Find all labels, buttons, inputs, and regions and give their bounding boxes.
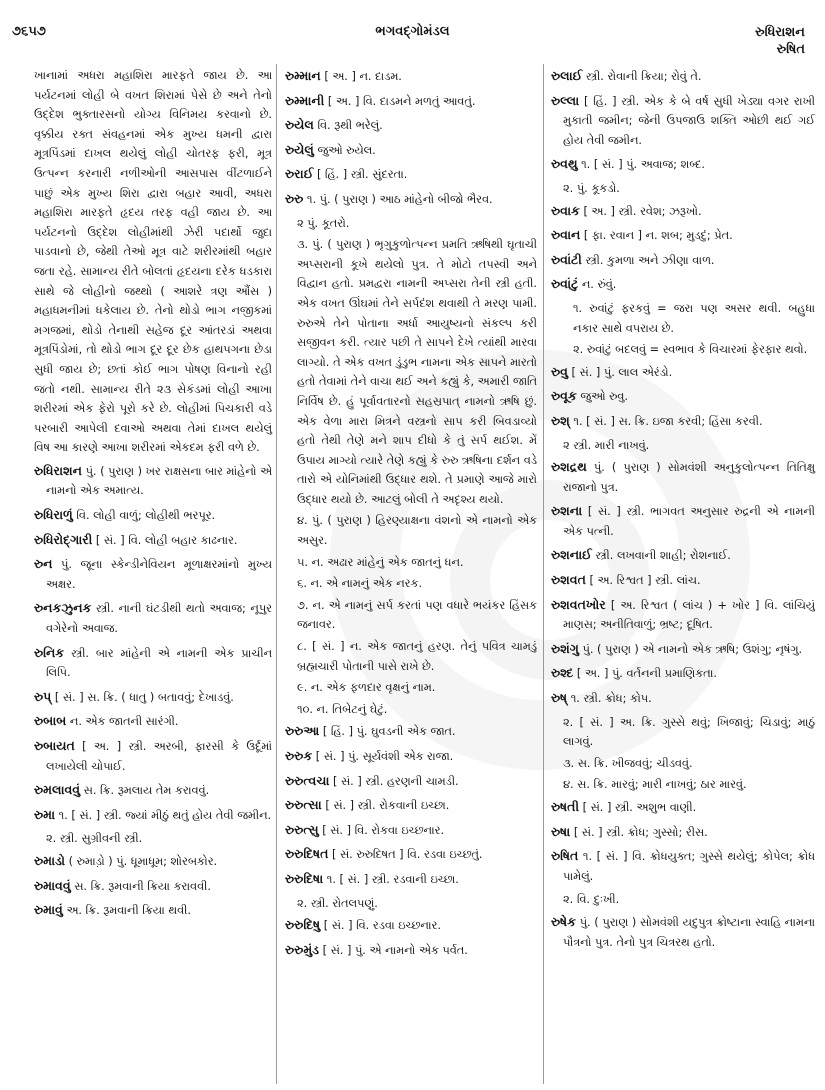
definition: [ સં. ] વિ. રોકવા ઇચ્છનાર.: [322, 823, 445, 837]
dictionary-entry: [285, 869, 537, 890]
sub-sense: ૧૦. ન. તિબેટનું ઘેટું.: [297, 702, 388, 716]
definition: ૧. [ સં. ] સ. ક્રિ. ઇજા કરવી; હિંસા કરવી.: [573, 414, 763, 428]
headword: રુમલાવવું: [34, 782, 81, 798]
definition: [ સં. ] પું. સૂર્યવંશી એક રાજા.: [315, 750, 454, 763]
dictionary-entry: [34, 900, 272, 921]
headword: રુશવતખોર: [551, 596, 606, 612]
definition: પું. ( પુરાણ ) સોમવંશી યદુપુત્ર ક્રોષ્ટાના સ્વાહિ નામના પૌત્રનો પુત્ર. તેનો પુત્ર ચિત્રરથ હતો.: [563, 915, 816, 949]
headword: રુપ્: [34, 688, 52, 704]
sub-sense: ૭. ન. એ નામનું સર્પ કરતાં પણ વધારે ભયંકર હિંસક જનાવર.: [297, 598, 537, 632]
dictionary-entry: [551, 91, 815, 151]
definition: ન. રુંવું.: [581, 278, 617, 292]
dictionary-entry: [551, 688, 815, 709]
definition: [ હિં. ] પું. ઘુવડની એક જાત.: [322, 725, 456, 739]
headword: રુમાવવું: [34, 877, 71, 893]
headword: રુષા: [551, 823, 571, 839]
headword: રુશનાઈ: [551, 547, 592, 563]
dictionary-entry: [285, 66, 537, 87]
definition: [ સં. ] વિ. લોહી બહાર કાઢનાર.: [95, 533, 238, 547]
headword: રુશ્: [551, 412, 570, 428]
definition: ૧. પું. ( પુરાણ ) આઠ માંહેનો બીજો ભૈરવ.: [306, 192, 493, 206]
sub-sense: ૯. ન. એક ફળદાર વૃક્ષનું નામ.: [297, 681, 436, 695]
headword: રુબાયત: [34, 738, 75, 753]
dictionary-entry: [34, 805, 272, 826]
definition: સ્ત્રી. નાની ઘંટડીથી થતો અવાજ; નૂપુર વગેરેનો અવાજ.: [46, 602, 272, 636]
headword: રુવાક: [551, 202, 580, 218]
definition: જુઓ રુવુ.: [580, 390, 628, 404]
headword: રુવાંટી: [551, 251, 582, 267]
sub-sense: ૨. સ્ત્રી. સુગ્રીવની સ્ત્રી.: [46, 832, 143, 846]
headword: રુષેક: [551, 913, 576, 929]
sub-sense: ૪. પું. ( પુરાણ ) હિરણ્યાક્ષના વંશનો એ નામનો એક અસુર.: [297, 514, 537, 548]
definition: સ. ક્રિ. રૂમલાય તેમ કરાવવું.: [83, 784, 210, 798]
headword: રુરુત્સા: [285, 797, 322, 813]
definition: ૧. [ સં. ] સ્ત્રી. જ્યાં મીઠું થતું હોય તેવી જમીન.: [58, 808, 272, 822]
sub-sense: ૮. [ સં. ] ન. એક જાતનું હરણ. તેનું પવિત્ર ચામડું બ્રહ્મચારી પોતાની પાસે રાખે છે.: [297, 640, 537, 673]
definition: [ સં. ] વિ. રડવા ઇચ્છનાર.: [323, 919, 441, 933]
dictionary-entry: [285, 771, 537, 792]
sub-sense: ૨. પું. કૂકડો.: [563, 181, 620, 195]
definition: ૧. [ સં. ] વિ. ક્રોધયુક્ત; ગુસ્સે થયેલું; કોપેલ; ક્રોધ પામેલું.: [563, 850, 815, 883]
dictionary-entry: [285, 91, 537, 112]
dictionary-entry: [551, 639, 815, 660]
headword: રુધિરાશન: [34, 462, 82, 478]
headword: રુરુ: [285, 190, 304, 206]
definition: [ સં. ] સ્ત્રી. ભાગવત અનુસાર રુદ્રની એ નામની એક પત્ની.: [563, 505, 815, 538]
definition: [ હિં. ] સ્ત્રી. એક કે બે વર્ષ સુધી ખેડ્યા વગર રાખી મુકાતી જમીન; જેની ઉપજાઉ શક્તિ ઓછી થઈ ગઈ હોય તેવી જમીન.: [563, 94, 815, 147]
idiom-sense: ૨. રુવાંટું બદલવું = સ્વભાવ કે વિચારમાં ફેરફાર થવો.: [573, 343, 808, 357]
headword: રુરાઈ: [285, 166, 314, 182]
sub-sense: ૨. વિ. દુઃખી.: [563, 893, 620, 907]
headword: રુરુમુંડ: [285, 941, 320, 957]
definition: [ અ. ] સ્ત્રી. અરબી, ફારસી કે ઉર્દૂમાં લખાયેલી ચોપાઈ.: [46, 740, 273, 773]
headword: રુરુત્વચા: [285, 772, 330, 788]
sub-sense: ૬. ન. એ નામનું એક નરક.: [297, 577, 423, 591]
definition: અ. ક્રિ. રૂમવાની ક્રિયા થવી.: [66, 904, 191, 918]
definition: પું. ( પુરાણ ) ખર રાક્ષસના બાર માંહેનો એ નામનો એક અમાત્ય.: [46, 464, 272, 498]
definition: [ સં. ] સ્ત્રી. રોકવાની ઇચ્છા.: [325, 799, 450, 813]
dictionary-entry: [34, 711, 272, 732]
headword: રુવુ: [551, 363, 568, 379]
dictionary-entry: [551, 225, 815, 246]
definition: [ અ. રિશ્વત ( લાંચ ) + ખોર ] વિ. લાંચિયું માણસ; અનીતિવાળું; ભ્રષ્ટ; દૂષિત.: [563, 598, 816, 632]
definition: [ સં. ] સ્ત્રી. અશુભ વાણી.: [582, 801, 697, 814]
definition: સ્ત્રી. બાર માંહેની એ નામની એક પ્રાચીન લિપિ.: [46, 646, 272, 680]
dictionary-entry: [551, 411, 815, 432]
dictionary-entry: [551, 570, 815, 591]
definition: [ અ. રિશ્વત ] સ્ત્રી. લાંચ.: [589, 574, 701, 588]
definition: [ સં. ] સ. ક્રિ. ( ધાતુ ) બતાવવું; દેખાડવું.: [54, 690, 234, 704]
dictionary-entry: [551, 362, 815, 383]
headword: રુયેલું: [285, 141, 314, 157]
headword: રુશંગુ: [551, 640, 579, 656]
dictionary-entry: [551, 545, 815, 566]
headword: રુધિરાળું: [34, 507, 73, 523]
sub-sense: ૪. સ. ક્રિ. મારવું; મારી નાખવું; ઠાર મારવું.: [563, 778, 747, 792]
headword: રુષતી: [551, 799, 580, 814]
column-3: [551, 66, 815, 956]
dictionary-entry: [551, 386, 815, 407]
dictionary-entry: [551, 201, 815, 222]
headword: રુરુદિષુ: [285, 917, 321, 933]
page-number: ૭૬૫૭: [12, 24, 46, 39]
sub-sense: ૫. ન. અઢાર માંહેનું એક જાતનું ધન.: [297, 555, 464, 569]
headword: રુવૂક: [551, 388, 577, 404]
page-header: [0, 18, 825, 68]
definition: સ્ત્રી. લખવાની શાહી; રોશનાઈ.: [595, 549, 731, 563]
dictionary-entry: [285, 189, 537, 210]
definition: વિ. લોહી વાળું; લોહીથી ભરપૂર.: [76, 509, 216, 523]
sub-sense: ૨. [ સં. ] અ. ક્રિ. ગુસ્સે થવું; ખિજાવું; ચિડાવું; માઠું લાગવું.: [563, 715, 815, 749]
sub-sense: ૩. સ. ક્રિ. ખીજવવું; ચીડવવું.: [563, 756, 693, 770]
headword: રુશ્દ: [551, 665, 574, 681]
dictionary-entry: [551, 797, 815, 818]
dictionary-entry: [551, 274, 815, 295]
sub-sense: ૨. સ્ત્રી. રોતલપણું.: [297, 896, 378, 910]
dictionary-entry: [551, 501, 815, 541]
column-1: [34, 66, 272, 925]
sub-sense: ૩. પું. ( પુરાણ ) ભૃગુકુળોત્પન્ન પ્રમતિ ઋષિથી ઘૃતાચી અપ્સરાની કૂખે થયેલો પુત્ર. તે મોટો તપસ્વી અને વિદ્વાન હતો. પ્રમદ્વરા નામની અપ્સરા તેની સ્ત્રી હતી. એક વખત ઊંઘમાં તેને સર્પદંશ થવાથી તે મરણ પામી. રુરુએ તેને પોતાના અર્ધા આયુષ્યનો સંકલ્પ કરી સજીવન કરી. ત્યાર પછી તે સાપને દેખે ત્યાંથી મારવા લાગ્યો. તે એક વખત ડુંડુભ નામના એક સાપને મારતો હતો તેવામાં તેને વાચા થઈ અને કહ્યું કે, અમારી જાતિ નિર્વિષ છે. હું પૂર્વાવતારનો સહસ્રપાત્ નામનો ઋષિ છું. એક વેળા મારા મિત્રને વસ્ત્રનો સાપ કરી બિવડાવ્યો હતો તેથી તેણે મને શાપ દીધો કે તું સર્પ થઈશ. મેં ઉપાય માગ્યો ત્યારે તેણે કહ્યું કે રુરુ ઋષિના દર્શન વડે તારો એ યોનિમાંથી ઉદ્ધાર થશે. તે પ્રમાણે આજે મારો ઉદ્ધાર થયો છે. આટલું બોલી તે અદૃશ્ય થયો.: [297, 238, 537, 506]
dictionary-entry: [285, 721, 537, 742]
dictionary-entry: [285, 915, 537, 936]
dictionary-entry: [285, 115, 537, 136]
definition: [ સં. ] સ્ત્રી. હરણની ચામડી.: [333, 774, 459, 788]
dictionary-entry: [551, 457, 815, 497]
column-divider: [543, 64, 544, 1084]
definition: ( રુમાડ઼ો ) પું. ધૂમાધૂમ; શોરબકોર.: [68, 854, 218, 868]
definition: ન. એક જાતની સારંગી.: [69, 715, 179, 729]
sub-sense: ૨ સ્ત્રી. મારી નાખવું.: [563, 438, 650, 452]
headword: રુશદ્રથ: [551, 459, 587, 475]
dictionary-entry: [34, 554, 272, 594]
definition: [ ફા. રવાન ] ન. શબ; મુડદું; પ્રેત.: [583, 229, 733, 243]
headword: રુન: [34, 556, 53, 572]
headword: રુશના: [551, 503, 583, 519]
definition: [ અ. ] પું. વર્તનની પ્રમાણિકતા.: [576, 667, 717, 681]
headword: રુમાવું: [34, 902, 63, 918]
dictionary-entry: [285, 746, 537, 767]
guide-words: [755, 24, 805, 58]
headword: રુરુદિષા: [285, 870, 324, 886]
dictionary-entry: [34, 687, 272, 708]
dictionary-entry: [34, 530, 272, 551]
definition: [ અ. ] વિ. દાડમને મળતું આવતું.: [327, 94, 476, 108]
dictionary-entry: [551, 912, 815, 952]
dictionary-entry: [34, 736, 272, 776]
headword: રુયેલ: [285, 117, 314, 133]
headword: રુમા: [34, 806, 56, 822]
headword: રુધિરોદ્ગારી: [34, 531, 93, 547]
definition: સ્ત્રી. રોવાની ક્રિયા; રોવું તે.: [585, 70, 702, 83]
definition: પું. ( પુરાણ ) સોમવંશી અનુકુલોત્પન્ન તિતિક્ષુ રાજાનો પુત્ર.: [563, 461, 815, 494]
definition: [ સં. ] પું. લાલ એરંડો.: [571, 365, 673, 379]
headword: રુવાંટું: [551, 276, 579, 292]
definition: પું. જૂના સ્કેન્ડીનેવિયન મૂળાક્ષરમાંનો મુખ્ય અક્ષર.: [46, 558, 272, 591]
headword: રુનકઝુનક: [34, 600, 92, 616]
headword: રુલાઈ: [551, 68, 583, 83]
headword: રુબાબ: [34, 713, 67, 729]
dictionary-entry: [34, 461, 272, 501]
dictionary-entry: [551, 822, 815, 843]
dictionary-entry: [34, 598, 272, 638]
definition: સ. ક્રિ. રૂમવાની ક્રિયા કરાવવી.: [74, 879, 211, 893]
sub-sense: ૨ પું. કૂતરો.: [297, 216, 350, 230]
dictionary-entry: [285, 820, 537, 841]
headword: રુવાન: [551, 227, 581, 243]
definition: [ સં. ] સ્ત્રી. ક્રોધ; ગુસ્સો; રીસ.: [573, 825, 708, 839]
definition: [ સં. રુરુદિષત ] વિ. રડવા ઇચ્છતું.: [332, 848, 483, 862]
guide-word-last: રુષિત: [776, 42, 805, 57]
dictionary-entry: [34, 851, 272, 872]
dictionary-entry: [551, 66, 815, 87]
guide-word-first: રુધિરાશન: [755, 25, 805, 40]
dictionary-entry: [285, 795, 537, 816]
headword: રુરુત્સુ: [285, 821, 319, 837]
definition: પું. ( પુરાણ ) એ નામનો એક ઋષિ; ઉશંગુ; નૃષંગુ.: [582, 642, 803, 656]
dictionary-entry: [285, 140, 537, 161]
dictionary-entry: [34, 876, 272, 897]
dictionary-entry: [551, 595, 815, 635]
headword: રુષ્: [551, 690, 568, 706]
dictionary-entry: [34, 643, 272, 683]
headword: રુમાડો: [34, 852, 66, 868]
definition: [ અ. ] ન. દાડમ.: [324, 70, 402, 83]
dictionary-entry: [285, 844, 537, 865]
continued-definition: ખાનામાં અધરા મહાશિરા મારફતે જાય છે. આ પર્યટનમાં લોહી બે વખત શિરામાં પેસે છે અને તેનો ઉદ્દેશ ભુક્તારસનો યોગ્ય વિનિમય કરવાનો છે. વૃક્કીય રક્ત સંવહનમાં એક મુખ્ય ધમની દ્વારા મૂત્રપિંડમાં દાખલ થયેલું લોહી ચોતરફ ફરી, મૂત્ર ઉત્પન્ન કરનારી નળીઓની આસપાસ વીંટળાઈને પાછું એક મુખ્ય શિરા દ્વારા બહાર આવી, અધરા મહાશિરા મારફતે હૃદય તરફ વહી જાય છે. આ પર્યટનનો ઉદ્દેશ લોહીમાંથી ઝેરી પદાર્થો જુદા પાડવાનો છે, જેથી તેઓ મૂત્ર વાટે શરીરમાંથી બહાર જતા રહે. સામાન્ય રીતે બોલતાં હૃદયના દરેક ધડકારા સાથે જે લોહીનો જથ્થો ( આશરે ત્રણ ઔંસ ) મહાધમનીમાં ધકેલાય છે. તેનો થોડો ભાગ નજીકમાં મગજમાં, થોડો તેનાથી સહેજ દૂર આંતરડાં અથવા મૂત્રપિંડોમાં, તો થોડો ભાગ દૂર દૂર છેક હાથપગના છેડા સુધી જાય છે; છતાં કોઈ ભાગ પોષણ વિનાનો રહી જતો નથી. સામાન્ય રીતે ૨૩ સેકંડમાં લોહી આખા શરીરમાં એક ફેરો પૂરો કરે છે. લોહીમાં પિચકારી વડે પરબારી આપેલી દવાઓ અથવા તેમાં દાખલ થયેલું વિષ આ કારણે આખા શરીરમાં એકદમ ફરી વળે છે.: [34, 69, 272, 455]
column-divider: [276, 64, 277, 1084]
definition: વિ. રૂથી ભરેલું.: [317, 119, 383, 133]
headword: રુલ્લા: [551, 92, 580, 108]
headword: રુનિક: [34, 644, 65, 660]
dictionary-entry: [285, 940, 537, 961]
dictionary-entry: [551, 154, 815, 175]
definition: સ્ત્રી. કુમળા અને ઝીણા વાળ.: [585, 253, 715, 267]
dictionary-entry: [551, 250, 815, 271]
dictionary-entry: [285, 164, 537, 185]
headword: રુશવત: [551, 572, 586, 588]
headword: રુમ્માની: [285, 92, 325, 108]
idiom-sense: ૧. રુવાંટું ફરકવું = જરા પણ અસર થવી. બહુધા નકાર સાથે વપરાય છે.: [573, 301, 815, 335]
definition: [ સં. ] પું. એ નામનો એક પર્વત.: [322, 943, 468, 957]
definition: ૧. સ્ત્રી. ક્રોધ; કોપ.: [570, 692, 652, 706]
headword: રુરુદિષત: [285, 846, 329, 862]
definition: ૧. [ સં. ] પું. અવાજ; શબ્દ.: [581, 158, 705, 172]
headword: રુષિત: [551, 848, 579, 864]
definition: જુઓ રુયેલ.: [317, 143, 376, 157]
dictionary-entry: [551, 663, 815, 684]
dictionary-entry: [34, 780, 272, 801]
column-2: [285, 66, 537, 964]
headword: રુવથુ: [551, 156, 578, 172]
definition: [ હિં. ] સ્ત્રી. સુંદરતા.: [316, 168, 408, 182]
headword: રુરુક: [285, 748, 313, 763]
running-title: ભગવદ્ગોમંડલ: [375, 24, 450, 39]
headword: રુરુઆ: [285, 723, 320, 739]
definition: [ અ. ] સ્ત્રી. રવેશ; ઝરૂખો.: [583, 204, 702, 218]
headword: રુમ્માન: [285, 68, 321, 83]
dictionary-entry: [34, 505, 272, 526]
definition: ૧. [ સં. ] સ્ત્રી. રડવાની ઇચ્છા.: [326, 872, 459, 886]
dictionary-entry: [551, 846, 815, 886]
